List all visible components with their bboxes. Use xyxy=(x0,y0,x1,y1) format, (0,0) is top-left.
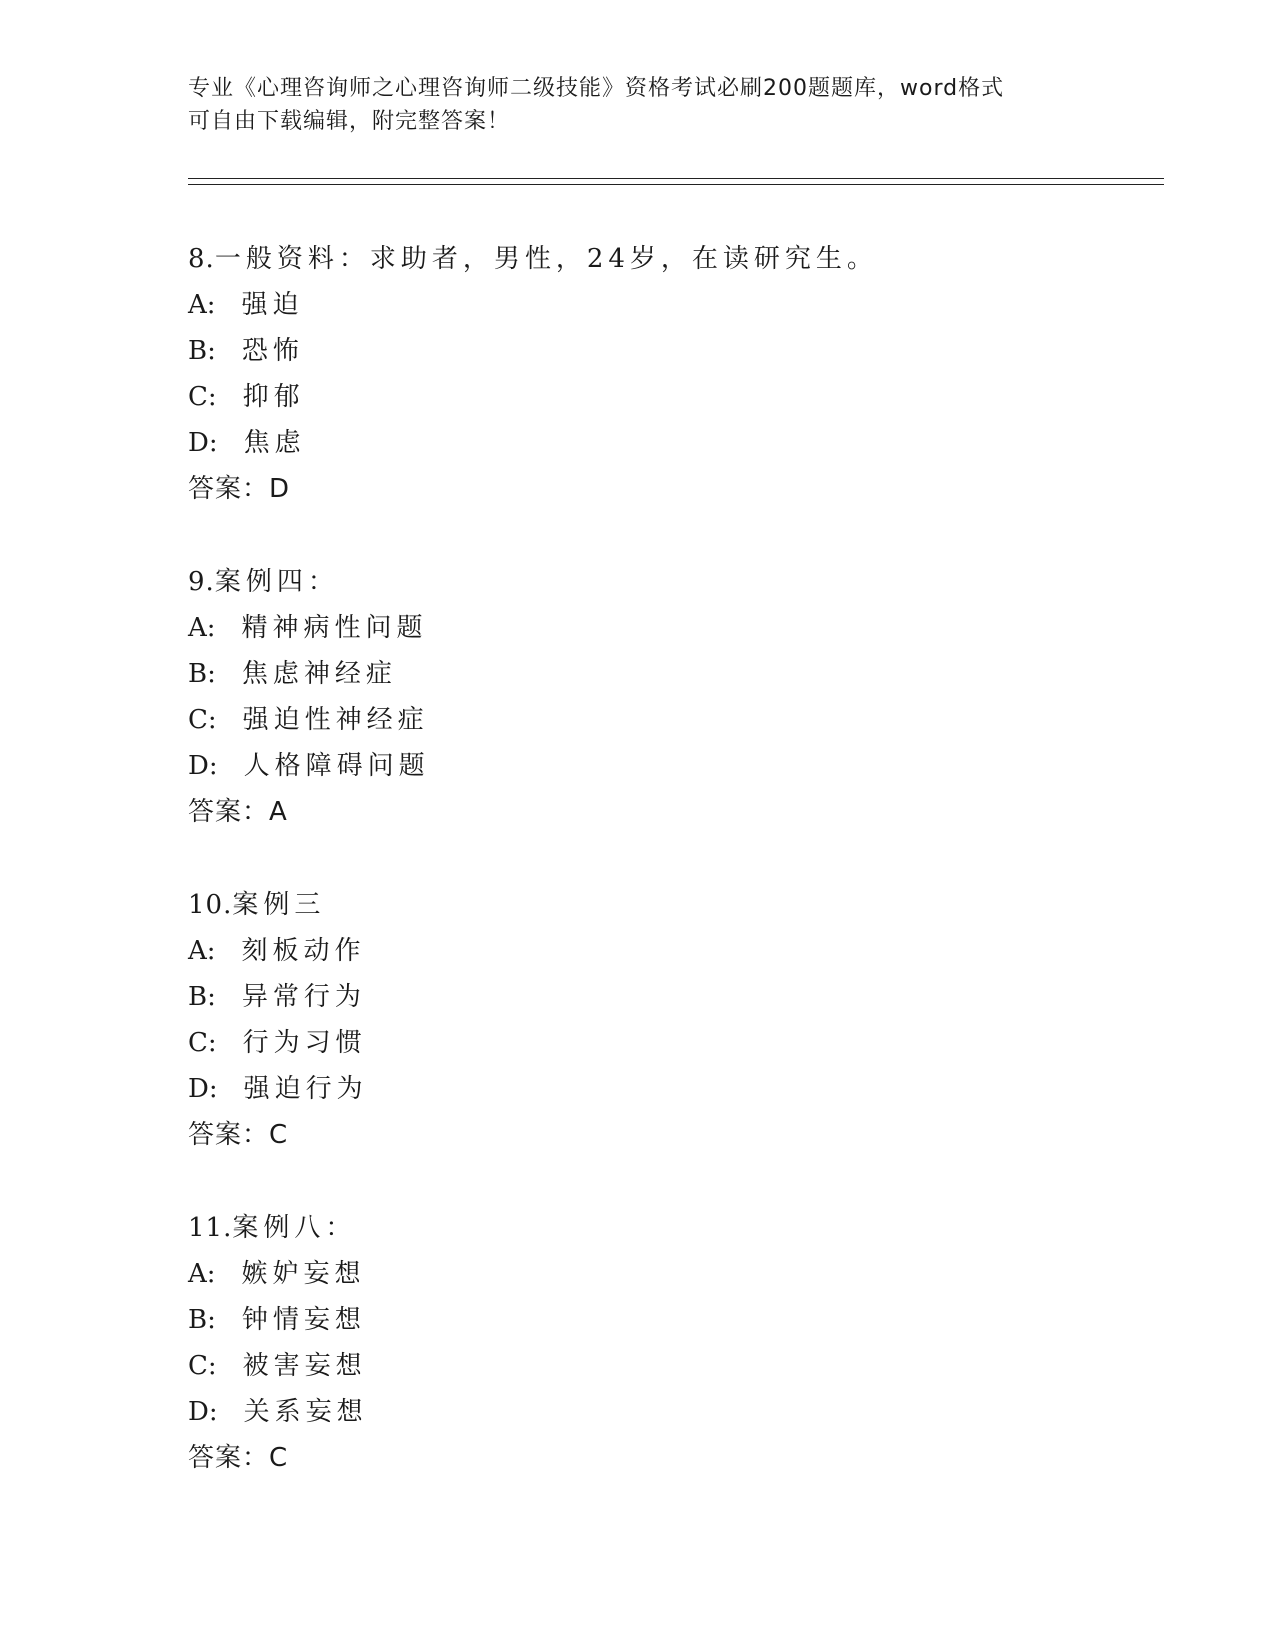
option-c xyxy=(188,1343,1148,1389)
question-text: 案例八： xyxy=(232,1213,357,1243)
option-b xyxy=(188,974,1148,1020)
option-a xyxy=(188,282,1148,328)
option-text: 异常行为 xyxy=(241,982,366,1012)
question-stem xyxy=(188,559,1148,605)
option-key: D: xyxy=(188,751,218,781)
option-b xyxy=(188,651,1148,697)
option-key: C: xyxy=(188,1351,217,1381)
answer-line: 答案：A xyxy=(188,797,288,827)
header-divider-top xyxy=(188,178,1164,179)
option-key: C: xyxy=(188,1028,217,1058)
option-d xyxy=(188,1389,1148,1435)
question-10 xyxy=(188,882,1148,1158)
option-text: 焦虑神经症 xyxy=(241,659,397,689)
option-text: 抑郁 xyxy=(242,382,305,412)
option-d xyxy=(188,743,1148,789)
question-number: 8. xyxy=(188,244,215,274)
question-stem xyxy=(188,236,1148,282)
option-key: A: xyxy=(188,613,216,643)
question-list xyxy=(188,236,1148,1528)
option-text: 人格障碍问题 xyxy=(243,751,430,781)
question-text: 一般资料：求助者，男性，24岁，在读研究生。 xyxy=(214,244,878,274)
answer-line: 答案：C xyxy=(188,1120,289,1150)
option-key: D: xyxy=(188,428,218,458)
option-b xyxy=(188,1297,1148,1343)
question-number: 9. xyxy=(188,567,215,597)
option-text: 刻板动作 xyxy=(241,936,366,966)
option-text: 焦虑 xyxy=(243,428,306,458)
question-stem xyxy=(188,1205,1148,1251)
option-key: D: xyxy=(188,1074,218,1104)
option-text: 恐怖 xyxy=(241,336,304,366)
option-text: 钟情妄想 xyxy=(241,1305,366,1335)
option-key: A: xyxy=(188,1259,216,1289)
document-header xyxy=(188,72,1088,138)
option-text: 精神病性问题 xyxy=(241,613,428,643)
option-key: C: xyxy=(188,382,217,412)
answer-line: 答案：D xyxy=(188,474,291,504)
option-c xyxy=(188,374,1148,420)
option-c xyxy=(188,1020,1148,1066)
question-number: 11. xyxy=(188,1213,233,1243)
question-stem xyxy=(188,882,1148,928)
question-8 xyxy=(188,236,1148,512)
option-key: B: xyxy=(188,982,216,1012)
option-key: D: xyxy=(188,1397,218,1427)
option-text: 行为习惯 xyxy=(242,1028,367,1058)
option-text: 被害妄想 xyxy=(242,1351,367,1381)
option-key: A: xyxy=(188,936,216,966)
option-key: B: xyxy=(188,336,216,366)
header-divider-bottom xyxy=(188,184,1164,185)
option-key: C: xyxy=(188,705,217,735)
option-d xyxy=(188,1066,1148,1112)
option-text: 关系妄想 xyxy=(243,1397,368,1427)
option-a xyxy=(188,1251,1148,1297)
question-text: 案例四： xyxy=(214,567,339,597)
option-text: 强迫行为 xyxy=(243,1074,368,1104)
answer-line: 答案：C xyxy=(188,1443,289,1473)
option-d xyxy=(188,420,1148,466)
question-number: 10. xyxy=(188,890,233,920)
option-a xyxy=(188,928,1148,974)
option-c xyxy=(188,697,1148,743)
question-9 xyxy=(188,559,1148,835)
question-text: 案例三 xyxy=(232,890,326,920)
option-b xyxy=(188,328,1148,374)
option-text: 强迫 xyxy=(241,290,304,320)
header-line-1: 专业《心理咨询师之心理咨询师二级技能》资格考试必刷200题题库，word格式 xyxy=(188,76,1005,101)
option-key: A: xyxy=(188,290,216,320)
option-key: B: xyxy=(188,1305,216,1335)
option-text: 强迫性神经症 xyxy=(242,705,429,735)
option-text: 嫉妒妄想 xyxy=(241,1259,366,1289)
option-key: B: xyxy=(188,659,216,689)
header-line-2: 可自由下载编辑，附完整答案！ xyxy=(188,109,511,134)
question-11 xyxy=(188,1205,1148,1481)
option-a xyxy=(188,605,1148,651)
